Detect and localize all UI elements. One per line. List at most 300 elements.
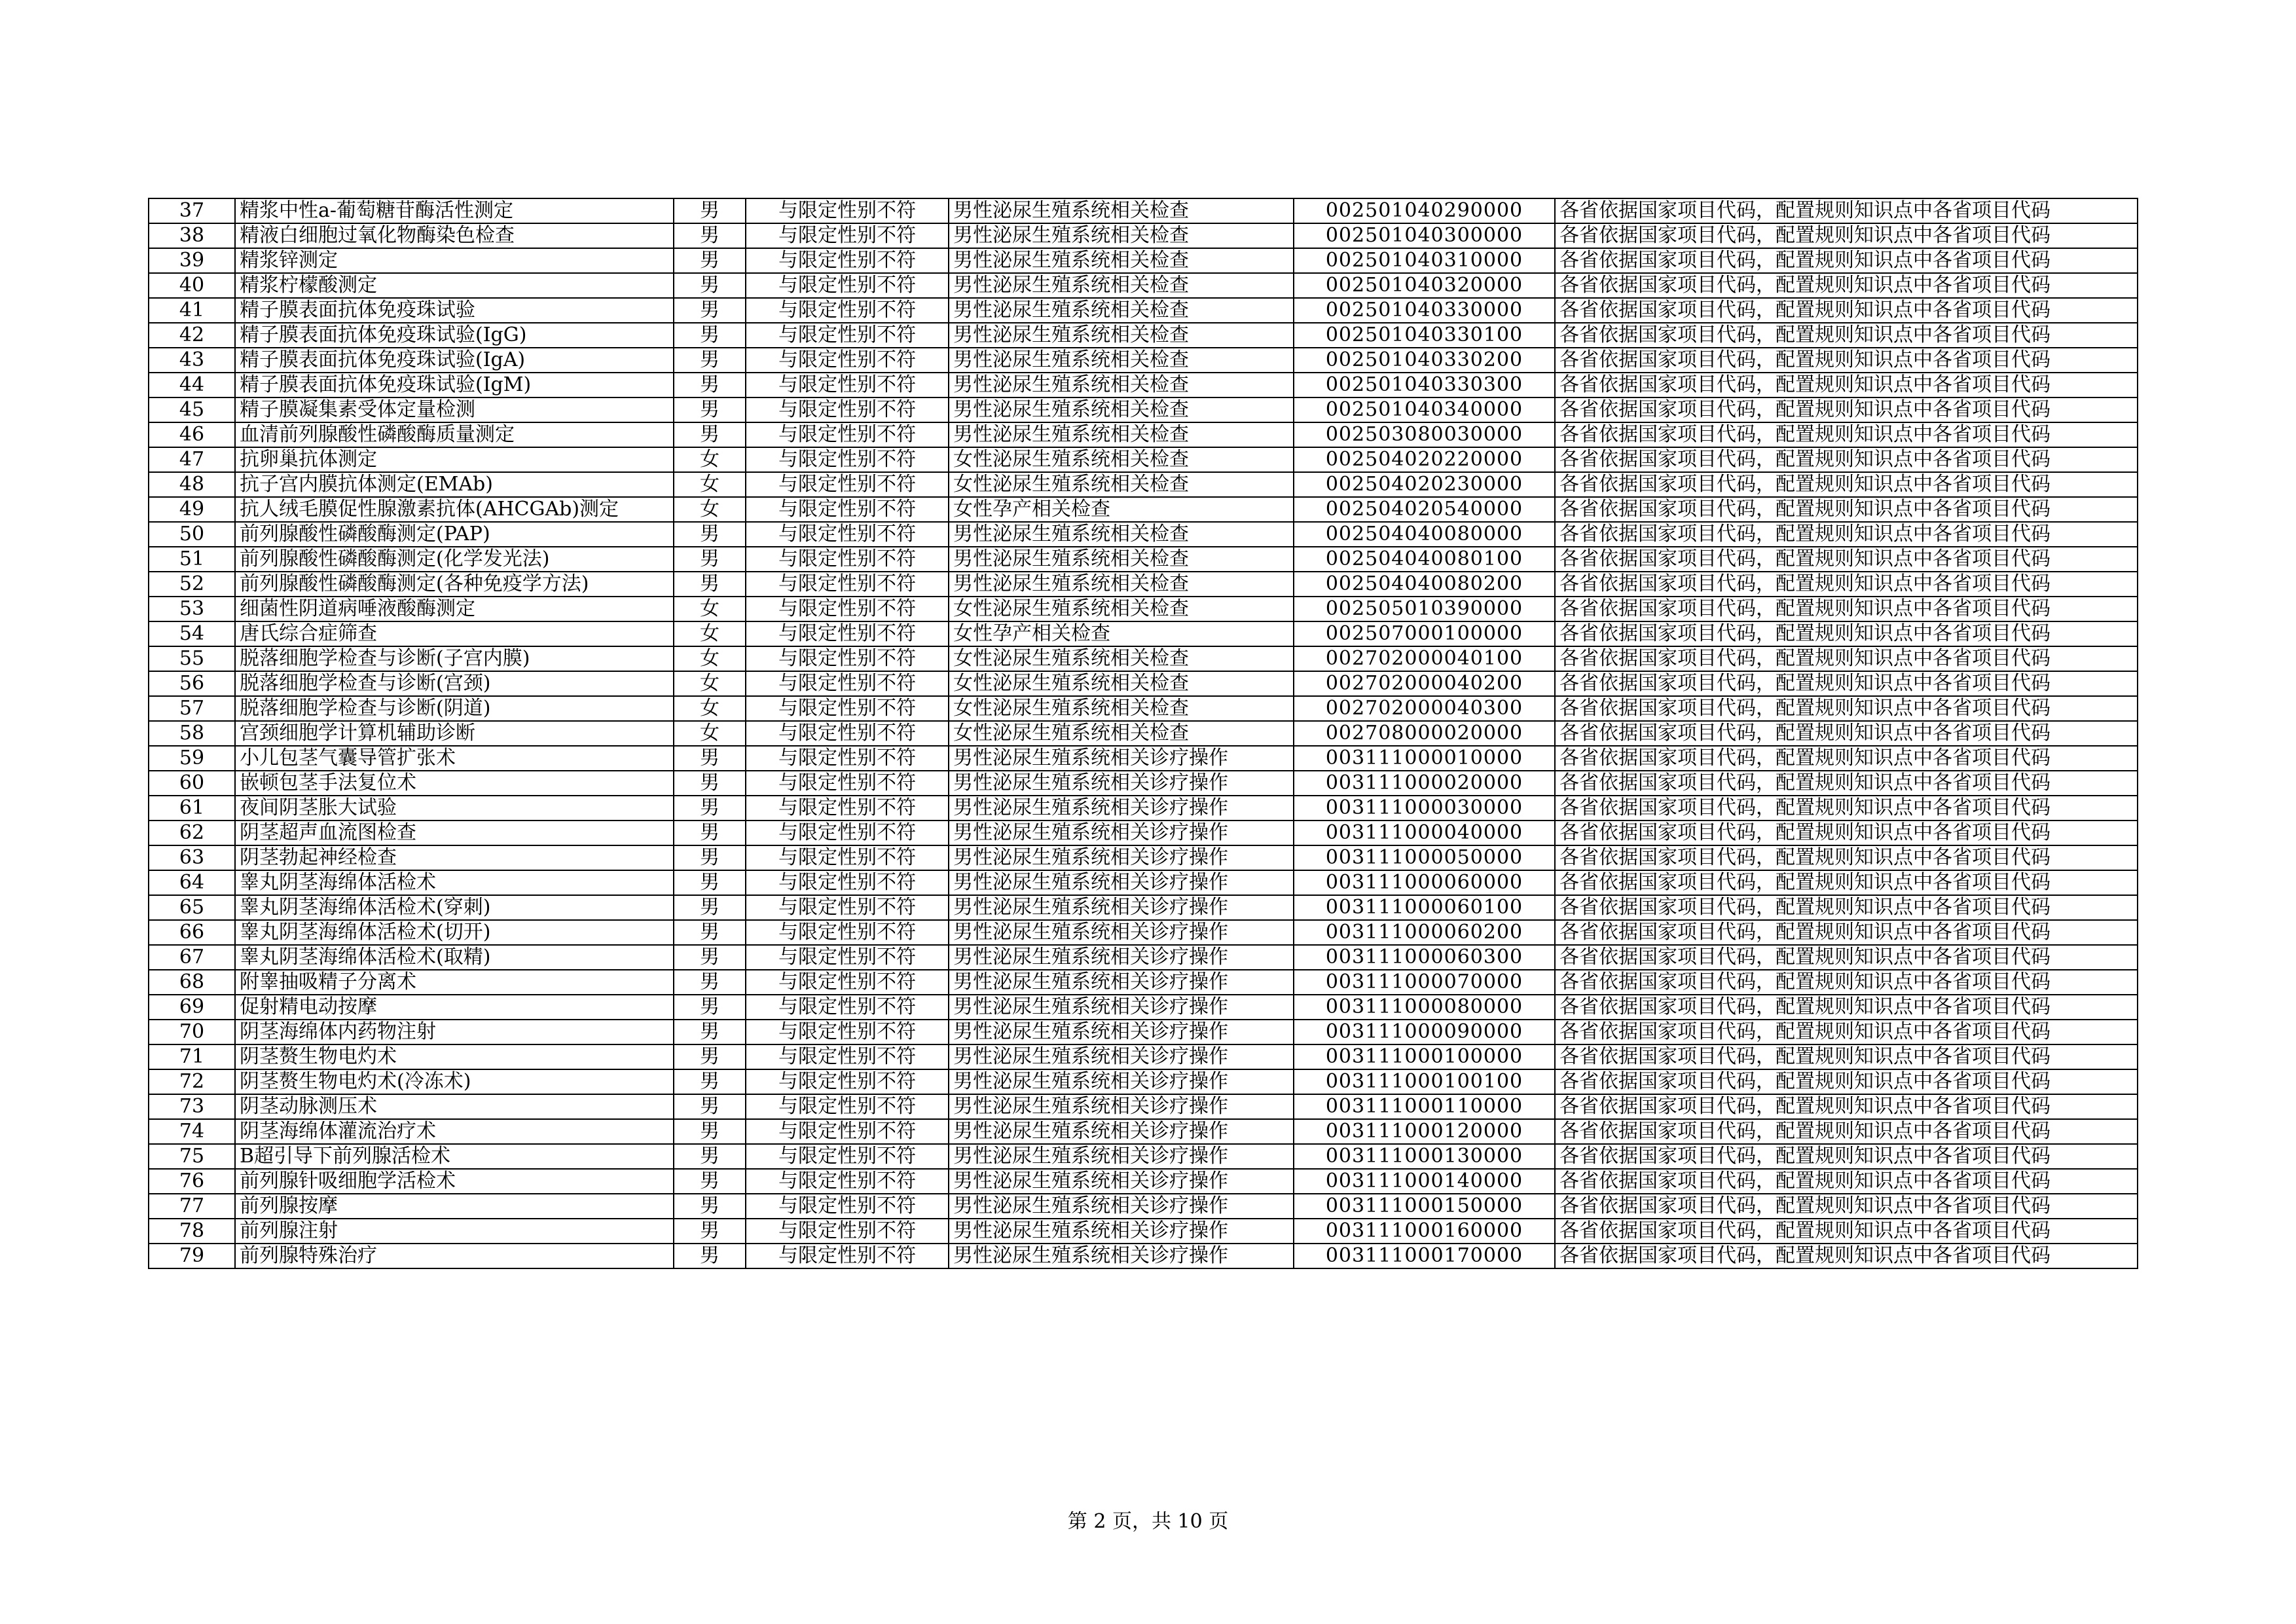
project-code-cell: 002504040080200	[1294, 572, 1555, 597]
project-code-cell: 002503080030000	[1294, 422, 1555, 447]
note-cell: 各省依据国家项目代码，配置规则知识点中各省项目代码	[1555, 1144, 2138, 1169]
gender-cell: 男	[674, 248, 746, 273]
table-row	[149, 771, 2138, 796]
reason-cell: 与限定性别不符	[746, 223, 949, 248]
category-cell: 女性泌尿生殖系统相关检查	[949, 597, 1294, 621]
project-code-cell: 003111000070000	[1294, 970, 1555, 995]
reason-cell: 与限定性别不符	[746, 796, 949, 821]
page-number: 第 2 页，共 10 页	[1067, 1510, 1229, 1533]
project-code-cell: 003111000050000	[1294, 845, 1555, 870]
category-cell: 男性泌尿生殖系统相关检查	[949, 198, 1294, 223]
row-number-cell: 40	[149, 273, 235, 298]
row-number-cell: 67	[149, 945, 235, 970]
category-cell: 男性泌尿生殖系统相关诊疗操作	[949, 1094, 1294, 1119]
gender-cell: 女	[674, 472, 746, 497]
row-number-cell: 37	[149, 198, 235, 223]
gender-cell: 男	[674, 1144, 746, 1169]
note-cell: 各省依据国家项目代码，配置规则知识点中各省项目代码	[1555, 796, 2138, 821]
category-cell: 男性泌尿生殖系统相关检查	[949, 397, 1294, 422]
item-name-cell: 阴茎动脉测压术	[235, 1094, 674, 1119]
table-row	[149, 746, 2138, 771]
row-number-cell: 48	[149, 472, 235, 497]
item-name-cell: 前列腺注射	[235, 1219, 674, 1244]
table-row	[149, 671, 2138, 696]
project-code-cell: 002504040080000	[1294, 522, 1555, 547]
gender-cell: 男	[674, 870, 746, 895]
item-name-cell: 脱落细胞学检查与诊断(宫颈)	[235, 671, 674, 696]
table-row	[149, 1169, 2138, 1194]
category-cell: 男性泌尿生殖系统相关诊疗操作	[949, 1044, 1294, 1069]
item-name-cell: 精子膜表面抗体免疫珠试验	[235, 298, 674, 323]
table-row	[149, 621, 2138, 646]
gender-cell: 男	[674, 1169, 746, 1194]
table-row	[149, 1144, 2138, 1169]
gender-cell: 女	[674, 497, 746, 522]
table-row	[149, 1044, 2138, 1069]
gender-cell: 男	[674, 348, 746, 373]
reason-cell: 与限定性别不符	[746, 870, 949, 895]
row-number-cell: 57	[149, 696, 235, 721]
reason-cell: 与限定性别不符	[746, 248, 949, 273]
gender-cell: 男	[674, 273, 746, 298]
reason-cell: 与限定性别不符	[746, 348, 949, 373]
gender-cell: 男	[674, 895, 746, 920]
project-code-cell: 003111000030000	[1294, 796, 1555, 821]
project-code-cell: 002501040300000	[1294, 223, 1555, 248]
item-name-cell: 精子膜表面抗体免疫珠试验(IgM)	[235, 373, 674, 397]
note-cell: 各省依据国家项目代码，配置规则知识点中各省项目代码	[1555, 547, 2138, 572]
table-row	[149, 447, 2138, 472]
project-code-cell: 002708000020000	[1294, 721, 1555, 746]
category-cell: 男性泌尿生殖系统相关诊疗操作	[949, 821, 1294, 845]
project-code-cell: 003111000150000	[1294, 1194, 1555, 1219]
note-cell: 各省依据国家项目代码，配置规则知识点中各省项目代码	[1555, 198, 2138, 223]
note-cell: 各省依据国家项目代码，配置规则知识点中各省项目代码	[1555, 995, 2138, 1020]
reason-cell: 与限定性别不符	[746, 671, 949, 696]
note-cell: 各省依据国家项目代码，配置规则知识点中各省项目代码	[1555, 397, 2138, 422]
reason-cell: 与限定性别不符	[746, 895, 949, 920]
category-cell: 女性泌尿生殖系统相关检查	[949, 671, 1294, 696]
note-cell: 各省依据国家项目代码，配置规则知识点中各省项目代码	[1555, 522, 2138, 547]
reason-cell: 与限定性别不符	[746, 273, 949, 298]
project-code-cell: 003111000100000	[1294, 1044, 1555, 1069]
reason-cell: 与限定性别不符	[746, 995, 949, 1020]
row-number-cell: 70	[149, 1020, 235, 1044]
item-name-cell: 附睾抽吸精子分离术	[235, 970, 674, 995]
table-row	[149, 397, 2138, 422]
gender-cell: 男	[674, 1244, 746, 1268]
table-row	[149, 298, 2138, 323]
table-row	[149, 273, 2138, 298]
row-number-cell: 46	[149, 422, 235, 447]
project-code-cell: 002702000040300	[1294, 696, 1555, 721]
row-number-cell: 44	[149, 373, 235, 397]
item-name-cell: 阴茎赘生物电灼术	[235, 1044, 674, 1069]
gender-cell: 男	[674, 1020, 746, 1044]
item-name-cell: 阴茎赘生物电灼术(冷冻术)	[235, 1069, 674, 1094]
table-row	[149, 248, 2138, 273]
note-cell: 各省依据国家项目代码，配置规则知识点中各省项目代码	[1555, 870, 2138, 895]
note-cell: 各省依据国家项目代码，配置规则知识点中各省项目代码	[1555, 970, 2138, 995]
note-cell: 各省依据国家项目代码，配置规则知识点中各省项目代码	[1555, 721, 2138, 746]
row-number-cell: 51	[149, 547, 235, 572]
gender-cell: 女	[674, 721, 746, 746]
gender-cell: 男	[674, 223, 746, 248]
note-cell: 各省依据国家项目代码，配置规则知识点中各省项目代码	[1555, 696, 2138, 721]
item-name-cell: 夜间阴茎胀大试验	[235, 796, 674, 821]
item-name-cell: B超引导下前列腺活检术	[235, 1144, 674, 1169]
reason-cell: 与限定性别不符	[746, 1219, 949, 1244]
table-row	[149, 348, 2138, 373]
category-cell: 女性泌尿生殖系统相关检查	[949, 721, 1294, 746]
row-number-cell: 76	[149, 1169, 235, 1194]
project-code-cell: 003111000060000	[1294, 870, 1555, 895]
table-row	[149, 323, 2138, 348]
row-number-cell: 66	[149, 920, 235, 945]
gender-cell: 男	[674, 1194, 746, 1219]
project-code-cell: 003111000060100	[1294, 895, 1555, 920]
row-number-cell: 78	[149, 1219, 235, 1244]
note-cell: 各省依据国家项目代码，配置规则知识点中各省项目代码	[1555, 1119, 2138, 1144]
table-row	[149, 1194, 2138, 1219]
note-cell: 各省依据国家项目代码，配置规则知识点中各省项目代码	[1555, 223, 2138, 248]
project-code-cell: 003111000130000	[1294, 1144, 1555, 1169]
row-number-cell: 77	[149, 1194, 235, 1219]
note-cell: 各省依据国家项目代码，配置规则知识点中各省项目代码	[1555, 422, 2138, 447]
gender-cell: 男	[674, 522, 746, 547]
row-number-cell: 56	[149, 671, 235, 696]
gender-cell: 男	[674, 298, 746, 323]
table-row	[149, 547, 2138, 572]
note-cell: 各省依据国家项目代码，配置规则知识点中各省项目代码	[1555, 1094, 2138, 1119]
reason-cell: 与限定性别不符	[746, 373, 949, 397]
item-name-cell: 血清前列腺酸性磷酸酶质量测定	[235, 422, 674, 447]
gender-cell: 男	[674, 771, 746, 796]
item-name-cell: 脱落细胞学检查与诊断(阴道)	[235, 696, 674, 721]
table-row	[149, 1069, 2138, 1094]
item-name-cell: 睾丸阴茎海绵体活检术	[235, 870, 674, 895]
note-cell: 各省依据国家项目代码，配置规则知识点中各省项目代码	[1555, 298, 2138, 323]
project-code-cell: 002504040080100	[1294, 547, 1555, 572]
row-number-cell: 54	[149, 621, 235, 646]
reason-cell: 与限定性别不符	[746, 646, 949, 671]
note-cell: 各省依据国家项目代码，配置规则知识点中各省项目代码	[1555, 621, 2138, 646]
project-code-cell: 002501040330200	[1294, 348, 1555, 373]
table-row	[149, 1219, 2138, 1244]
table-row	[149, 1094, 2138, 1119]
project-code-cell: 003111000090000	[1294, 1020, 1555, 1044]
category-cell: 男性泌尿生殖系统相关检查	[949, 522, 1294, 547]
project-code-cell: 002501040290000	[1294, 198, 1555, 223]
project-code-cell: 003111000100100	[1294, 1069, 1555, 1094]
category-cell: 男性泌尿生殖系统相关检查	[949, 547, 1294, 572]
reason-cell: 与限定性别不符	[746, 472, 949, 497]
note-cell: 各省依据国家项目代码，配置规则知识点中各省项目代码	[1555, 671, 2138, 696]
row-number-cell: 55	[149, 646, 235, 671]
reason-cell: 与限定性别不符	[746, 597, 949, 621]
row-number-cell: 63	[149, 845, 235, 870]
reason-cell: 与限定性别不符	[746, 1194, 949, 1219]
reason-cell: 与限定性别不符	[746, 1119, 949, 1144]
reason-cell: 与限定性别不符	[746, 1069, 949, 1094]
note-cell: 各省依据国家项目代码，配置规则知识点中各省项目代码	[1555, 1044, 2138, 1069]
gender-rule-table	[148, 198, 2138, 1269]
item-name-cell: 嵌顿包茎手法复位术	[235, 771, 674, 796]
reason-cell: 与限定性别不符	[746, 945, 949, 970]
gender-cell: 女	[674, 671, 746, 696]
reason-cell: 与限定性别不符	[746, 845, 949, 870]
item-name-cell: 精子膜表面抗体免疫珠试验(IgA)	[235, 348, 674, 373]
gender-cell: 男	[674, 373, 746, 397]
row-number-cell: 62	[149, 821, 235, 845]
reason-cell: 与限定性别不符	[746, 746, 949, 771]
category-cell: 女性泌尿生殖系统相关检查	[949, 646, 1294, 671]
reason-cell: 与限定性别不符	[746, 198, 949, 223]
row-number-cell: 72	[149, 1069, 235, 1094]
row-number-cell: 45	[149, 397, 235, 422]
reason-cell: 与限定性别不符	[746, 821, 949, 845]
row-number-cell: 68	[149, 970, 235, 995]
table-row	[149, 821, 2138, 845]
item-name-cell: 抗人绒毛膜促性腺激素抗体(AHCGAb)测定	[235, 497, 674, 522]
reason-cell: 与限定性别不符	[746, 1094, 949, 1119]
item-name-cell: 细菌性阴道病唾液酸酶测定	[235, 597, 674, 621]
category-cell: 男性泌尿生殖系统相关诊疗操作	[949, 845, 1294, 870]
item-name-cell: 睾丸阴茎海绵体活检术(取精)	[235, 945, 674, 970]
note-cell: 各省依据国家项目代码，配置规则知识点中各省项目代码	[1555, 845, 2138, 870]
item-name-cell: 阴茎超声血流图检查	[235, 821, 674, 845]
reason-cell: 与限定性别不符	[746, 522, 949, 547]
row-number-cell: 60	[149, 771, 235, 796]
item-name-cell: 宫颈细胞学计算机辅助诊断	[235, 721, 674, 746]
gender-cell: 男	[674, 1119, 746, 1144]
table-row	[149, 870, 2138, 895]
gender-cell: 男	[674, 397, 746, 422]
gender-cell: 女	[674, 696, 746, 721]
item-name-cell: 唐氏综合症筛查	[235, 621, 674, 646]
gender-cell: 男	[674, 422, 746, 447]
table-row	[149, 522, 2138, 547]
table-row	[149, 597, 2138, 621]
note-cell: 各省依据国家项目代码，配置规则知识点中各省项目代码	[1555, 1169, 2138, 1194]
row-number-cell: 43	[149, 348, 235, 373]
category-cell: 男性泌尿生殖系统相关诊疗操作	[949, 1194, 1294, 1219]
table-body	[149, 198, 2138, 1268]
project-code-cell: 002501040310000	[1294, 248, 1555, 273]
item-name-cell: 阴茎海绵体内药物注射	[235, 1020, 674, 1044]
note-cell: 各省依据国家项目代码，配置规则知识点中各省项目代码	[1555, 945, 2138, 970]
table-row	[149, 696, 2138, 721]
category-cell: 女性孕产相关检查	[949, 497, 1294, 522]
note-cell: 各省依据国家项目代码，配置规则知识点中各省项目代码	[1555, 1219, 2138, 1244]
reason-cell: 与限定性别不符	[746, 771, 949, 796]
table-row	[149, 422, 2138, 447]
row-number-cell: 69	[149, 995, 235, 1020]
project-code-cell: 002504020540000	[1294, 497, 1555, 522]
row-number-cell: 52	[149, 572, 235, 597]
row-number-cell: 38	[149, 223, 235, 248]
table-row	[149, 646, 2138, 671]
note-cell: 各省依据国家项目代码，配置规则知识点中各省项目代码	[1555, 373, 2138, 397]
category-cell: 女性泌尿生殖系统相关检查	[949, 696, 1294, 721]
note-cell: 各省依据国家项目代码，配置规则知识点中各省项目代码	[1555, 1194, 2138, 1219]
gender-cell: 男	[674, 1069, 746, 1094]
category-cell: 男性泌尿生殖系统相关诊疗操作	[949, 746, 1294, 771]
gender-cell: 男	[674, 1044, 746, 1069]
table-row	[149, 845, 2138, 870]
note-cell: 各省依据国家项目代码，配置规则知识点中各省项目代码	[1555, 497, 2138, 522]
table-row	[149, 721, 2138, 746]
table-row	[149, 796, 2138, 821]
category-cell: 男性泌尿生殖系统相关诊疗操作	[949, 895, 1294, 920]
gender-cell: 男	[674, 1219, 746, 1244]
item-name-cell: 精浆中性a-葡萄糖苷酶活性测定	[235, 198, 674, 223]
table-row	[149, 945, 2138, 970]
row-number-cell: 53	[149, 597, 235, 621]
gender-cell: 男	[674, 796, 746, 821]
category-cell: 男性泌尿生殖系统相关检查	[949, 273, 1294, 298]
row-number-cell: 50	[149, 522, 235, 547]
table-row	[149, 970, 2138, 995]
project-code-cell: 003111000060300	[1294, 945, 1555, 970]
gender-cell: 男	[674, 920, 746, 945]
category-cell: 男性泌尿生殖系统相关诊疗操作	[949, 1219, 1294, 1244]
reason-cell: 与限定性别不符	[746, 970, 949, 995]
category-cell: 男性泌尿生殖系统相关检查	[949, 373, 1294, 397]
note-cell: 各省依据国家项目代码，配置规则知识点中各省项目代码	[1555, 771, 2138, 796]
project-code-cell: 002505010390000	[1294, 597, 1555, 621]
item-name-cell: 精子膜凝集素受体定量检测	[235, 397, 674, 422]
category-cell: 男性泌尿生殖系统相关诊疗操作	[949, 995, 1294, 1020]
project-code-cell: 002504020220000	[1294, 447, 1555, 472]
table-row	[149, 198, 2138, 223]
project-code-cell: 002501040330100	[1294, 323, 1555, 348]
reason-cell: 与限定性别不符	[746, 920, 949, 945]
row-number-cell: 73	[149, 1094, 235, 1119]
gender-cell: 男	[674, 547, 746, 572]
category-cell: 男性泌尿生殖系统相关检查	[949, 422, 1294, 447]
row-number-cell: 64	[149, 870, 235, 895]
reason-cell: 与限定性别不符	[746, 621, 949, 646]
item-name-cell: 精浆锌测定	[235, 248, 674, 273]
item-name-cell: 阴茎海绵体灌流治疗术	[235, 1119, 674, 1144]
category-cell: 男性泌尿生殖系统相关诊疗操作	[949, 870, 1294, 895]
category-cell: 男性泌尿生殖系统相关诊疗操作	[949, 920, 1294, 945]
gender-cell: 女	[674, 621, 746, 646]
gender-cell: 男	[674, 970, 746, 995]
category-cell: 女性孕产相关检查	[949, 621, 1294, 646]
reason-cell: 与限定性别不符	[746, 422, 949, 447]
item-name-cell: 前列腺针吸细胞学活检术	[235, 1169, 674, 1194]
item-name-cell: 抗子宫内膜抗体测定(EMAb)	[235, 472, 674, 497]
row-number-cell: 79	[149, 1244, 235, 1268]
row-number-cell: 47	[149, 447, 235, 472]
project-code-cell: 003111000160000	[1294, 1219, 1555, 1244]
item-name-cell: 精浆柠檬酸测定	[235, 273, 674, 298]
category-cell: 男性泌尿生殖系统相关检查	[949, 223, 1294, 248]
row-number-cell: 58	[149, 721, 235, 746]
gender-cell: 女	[674, 646, 746, 671]
category-cell: 男性泌尿生殖系统相关检查	[949, 348, 1294, 373]
project-code-cell: 003111000010000	[1294, 746, 1555, 771]
table-row	[149, 223, 2138, 248]
table-row	[149, 373, 2138, 397]
category-cell: 男性泌尿生殖系统相关检查	[949, 572, 1294, 597]
reason-cell: 与限定性别不符	[746, 1144, 949, 1169]
note-cell: 各省依据国家项目代码，配置规则知识点中各省项目代码	[1555, 895, 2138, 920]
project-code-cell: 002501040340000	[1294, 397, 1555, 422]
category-cell: 男性泌尿生殖系统相关诊疗操作	[949, 945, 1294, 970]
note-cell: 各省依据国家项目代码，配置规则知识点中各省项目代码	[1555, 920, 2138, 945]
category-cell: 男性泌尿生殖系统相关诊疗操作	[949, 771, 1294, 796]
note-cell: 各省依据国家项目代码，配置规则知识点中各省项目代码	[1555, 1020, 2138, 1044]
category-cell: 男性泌尿生殖系统相关检查	[949, 323, 1294, 348]
table-row	[149, 920, 2138, 945]
note-cell: 各省依据国家项目代码，配置规则知识点中各省项目代码	[1555, 597, 2138, 621]
project-code-cell: 003111000060200	[1294, 920, 1555, 945]
row-number-cell: 42	[149, 323, 235, 348]
project-code-cell: 002507000100000	[1294, 621, 1555, 646]
project-code-cell: 003111000020000	[1294, 771, 1555, 796]
row-number-cell: 75	[149, 1144, 235, 1169]
reason-cell: 与限定性别不符	[746, 721, 949, 746]
note-cell: 各省依据国家项目代码，配置规则知识点中各省项目代码	[1555, 323, 2138, 348]
table-row	[149, 1119, 2138, 1144]
note-cell: 各省依据国家项目代码，配置规则知识点中各省项目代码	[1555, 1069, 2138, 1094]
row-number-cell: 59	[149, 746, 235, 771]
item-name-cell: 睾丸阴茎海绵体活检术(穿刺)	[235, 895, 674, 920]
project-code-cell: 003111000170000	[1294, 1244, 1555, 1268]
item-name-cell: 前列腺特殊治疗	[235, 1244, 674, 1268]
reason-cell: 与限定性别不符	[746, 572, 949, 597]
project-code-cell: 002702000040200	[1294, 671, 1555, 696]
item-name-cell: 睾丸阴茎海绵体活检术(切开)	[235, 920, 674, 945]
gender-cell: 男	[674, 572, 746, 597]
table-row	[149, 995, 2138, 1020]
category-cell: 男性泌尿生殖系统相关诊疗操作	[949, 1169, 1294, 1194]
gender-cell: 男	[674, 198, 746, 223]
row-number-cell: 61	[149, 796, 235, 821]
category-cell: 男性泌尿生殖系统相关诊疗操作	[949, 1144, 1294, 1169]
category-cell: 男性泌尿生殖系统相关诊疗操作	[949, 1069, 1294, 1094]
gender-cell: 男	[674, 1094, 746, 1119]
reason-cell: 与限定性别不符	[746, 397, 949, 422]
table-row	[149, 472, 2138, 497]
project-code-cell: 003111000140000	[1294, 1169, 1555, 1194]
note-cell: 各省依据国家项目代码，配置规则知识点中各省项目代码	[1555, 746, 2138, 771]
gender-cell: 女	[674, 447, 746, 472]
row-number-cell: 71	[149, 1044, 235, 1069]
item-name-cell: 前列腺酸性磷酸酶测定(PAP)	[235, 522, 674, 547]
item-name-cell: 精液白细胞过氧化物酶染色检查	[235, 223, 674, 248]
project-code-cell: 002501040330300	[1294, 373, 1555, 397]
project-code-cell: 003111000110000	[1294, 1094, 1555, 1119]
category-cell: 男性泌尿生殖系统相关诊疗操作	[949, 1119, 1294, 1144]
item-name-cell: 小儿包茎气囊导管扩张术	[235, 746, 674, 771]
reason-cell: 与限定性别不符	[746, 1044, 949, 1069]
gender-cell: 男	[674, 821, 746, 845]
item-name-cell: 前列腺酸性磷酸酶测定(各种免疫学方法)	[235, 572, 674, 597]
project-code-cell: 002702000040100	[1294, 646, 1555, 671]
table-row	[149, 572, 2138, 597]
row-number-cell: 65	[149, 895, 235, 920]
category-cell: 男性泌尿生殖系统相关诊疗操作	[949, 1020, 1294, 1044]
category-cell: 男性泌尿生殖系统相关诊疗操作	[949, 796, 1294, 821]
item-name-cell: 抗卵巢抗体测定	[235, 447, 674, 472]
project-code-cell: 002504020230000	[1294, 472, 1555, 497]
reason-cell: 与限定性别不符	[746, 696, 949, 721]
category-cell: 女性泌尿生殖系统相关检查	[949, 472, 1294, 497]
